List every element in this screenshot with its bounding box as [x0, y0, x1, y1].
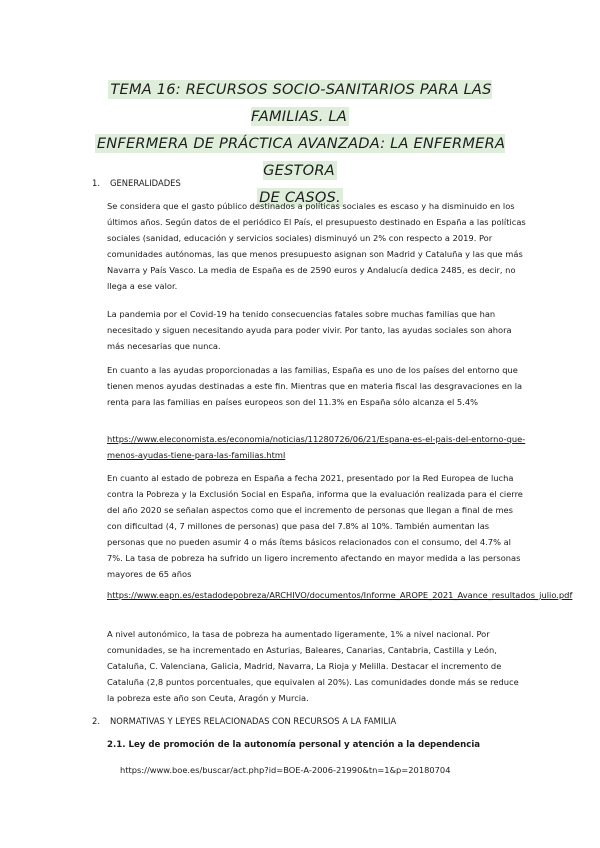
paragraph-2: La pandemia por el Covid-19 ha tenido consecuencias fatales sobre muchas familias que han necesitado y siguen necesitando ayuda para poder vivir. Por tanto, las ayudas sociales son ahora más necesarias que nunca. [107, 309, 512, 351]
boe-url[interactable]: https://www.boe.es/buscar/act.php?id=BOE-A-2006-21990&tn=1&p=20180704 [120, 765, 451, 775]
subsection-2-1-heading [107, 740, 480, 750]
link-eapn-report[interactable]: https://www.eapn.es/estadodepobreza/ARCHIVO/documentos/Informe_AROPE_2021_Avance_resultados_julio.pdf [107, 590, 573, 600]
subsection-2-1-number: 2.1. [107, 740, 126, 750]
title-line-3: DE CASOS. [259, 189, 341, 206]
subsection-2-1-title: Ley de promoción de la autonomía personal y atención a la dependencia [128, 740, 481, 750]
section-2-number: 2. [92, 716, 100, 726]
paragraph-4: En cuanto al estado de pobreza en España a fecha 2021, presentado por la Red Europea de lucha contra la Pobreza y la Exclusión Social en España, informa que la evaluación realizada para el cierre del año 2020 se señalan aspectos como que el incremento de personas que llegan a final de mes con dificultad (4, 7 millones de personas) que pasa del 7.8% al 10%. También aumentan las personas que no pueden asumir 4 o más ítems básicos relacionados con el consumo, del 4.7% al 7%. La tasa de pobreza ha sufrido un ligero incremento afectando en mayor medida a las personas mayores de 65 años [107, 473, 523, 579]
link-eleconomista[interactable]: https://www.eleconomista.es/economia/noticias/11280726/06/21/Espana-es-el-pais-del-entorno-que-menos-ayudas-tiene-para-las-familias.html [107, 434, 526, 460]
title-line-1: TEMA 16: RECURSOS SOCIO-SANITARIOS PARA LAS FAMILIAS. LA [110, 81, 492, 125]
paragraph-1: Se considera que el gasto público destinados a políticas sociales es escaso y ha disminuido en los últimos años. Según datos de el periódico El País, el presupuesto destinado en España a las políticas sociales (sanidad, educación y servicios sociales) disminuyó un 2% con respecto a 2019. Por comunidades autónomas, las que menos presupuesto asignan son Madrid y Cataluña y las que más Navarra y País Vasco. La media de España es de 2590 euros y Andalucía dedica 2485, es decir, no llega a ese valor. [107, 201, 526, 291]
title-line-2: ENFERMERA DE PRÁCTICA AVANZADA: LA ENFERMERA GESTORA [96, 135, 506, 179]
document-title [70, 76, 530, 211]
section-1-heading [92, 178, 181, 188]
paragraph-3: En cuanto a las ayudas proporcionadas a las familias, España es uno de los países del entorno que tienen menos ayudas destinadas a este fin. Mientras que en materia fiscal las desgravaciones en la renta para las familias en países europeos son del 11.3% en España sólo alcanza el 5.4% [107, 365, 523, 407]
section-2-title: NORMATIVAS Y LEYES RELACIONADAS CON RECURSOS A LA FAMILIA [110, 716, 397, 726]
section-2-heading [92, 716, 396, 726]
section-1-title: GENERALIDADES [110, 178, 181, 188]
section-1-number: 1. [92, 178, 100, 188]
paragraph-5: A nivel autonómico, la tasa de pobreza ha aumentado ligeramente, 1% a nivel nacional. Por comunidades, se ha incrementado en Asturias, Baleares, Canarias, Cantabria, Castilla y León, Cataluña, C. Valenciana, Galicia, Madrid, Navarra, La Rioja y Melilla. Destacar el incremento de Cataluña (2,8 puntos porcentuales, que equivalen al 20%). Las comunidades donde más se reduce la pobreza este año son Ceuta, Aragón y Murcia. [107, 629, 519, 703]
